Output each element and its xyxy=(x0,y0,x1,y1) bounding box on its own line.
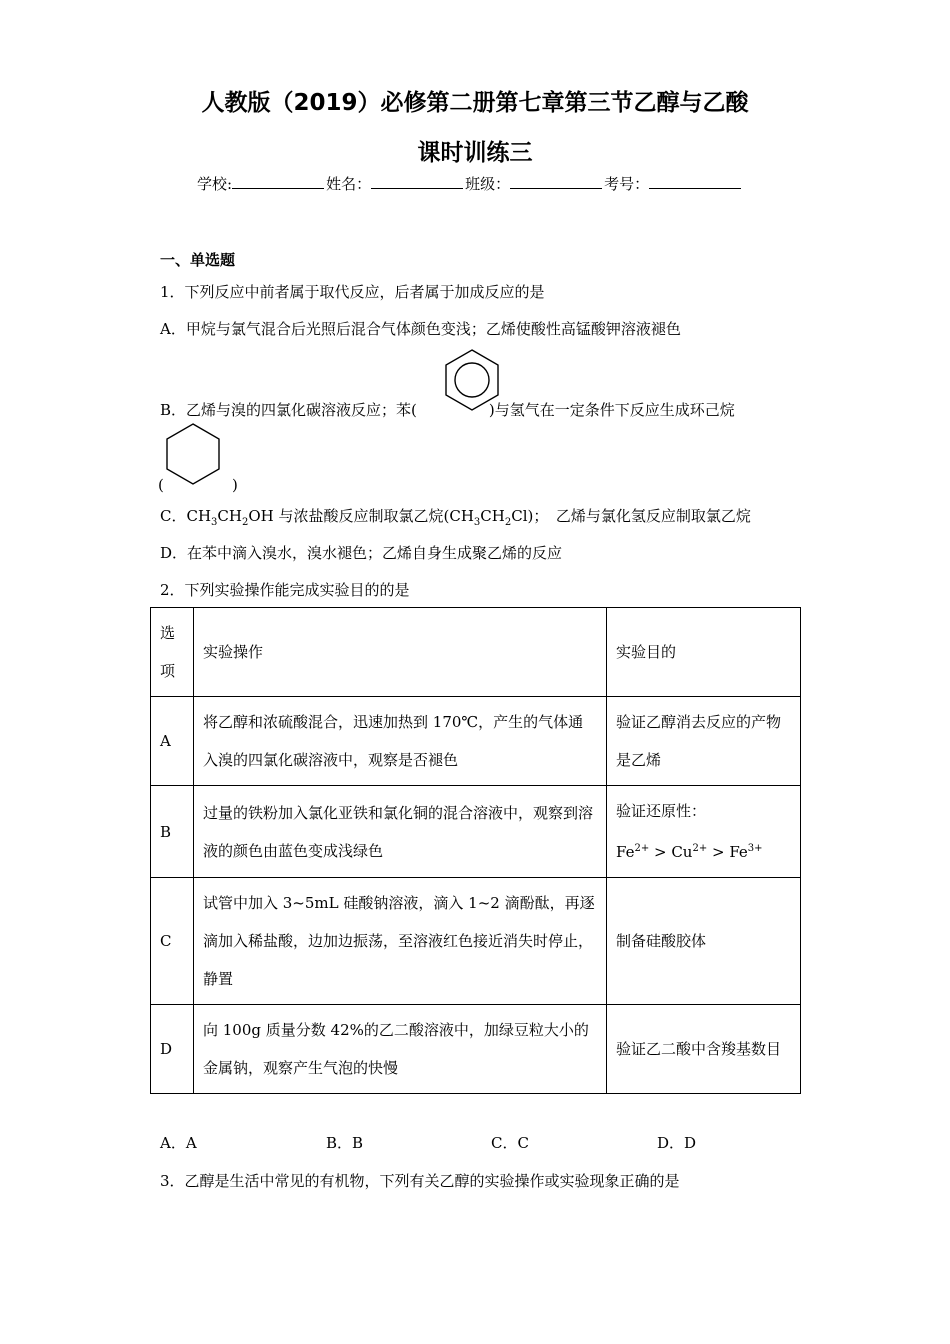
subscript: 3 xyxy=(473,517,481,528)
header-purpose: 实验目的 xyxy=(607,608,801,697)
q3-stem: 3．乙醇是生活中常见的有机物，下列有关乙醇的实验操作或实验现象正确的是 xyxy=(160,1172,680,1190)
header-option-line2: 项 xyxy=(160,662,176,680)
header-operation: 实验操作 xyxy=(194,608,607,697)
cyclohexane-structure-icon xyxy=(162,420,224,488)
ion: Fe xyxy=(616,843,635,861)
school-blank[interactable] xyxy=(232,174,324,189)
q1-stem: 1．下列反应中前者属于取代反应，后者属于加成反应的是 xyxy=(160,283,545,301)
school-label: 学校: xyxy=(197,175,233,193)
exam-no-label: 考号： xyxy=(604,175,650,193)
exam-no-blank[interactable] xyxy=(649,174,741,189)
class-blank[interactable] xyxy=(510,174,602,189)
cyclohexane-paren-open: ( xyxy=(158,476,164,494)
q1-c-text: OH 与浓盐酸反应制取氯乙烷(CH xyxy=(248,507,474,525)
q1-c-text: Cl)； 乙烯与氯化氢反应制取氯乙烷 xyxy=(511,507,751,525)
row-option: B xyxy=(151,786,194,878)
row-operation: 过量的铁粉加入氯化亚铁和氯化铜的混合溶液中，观察到溶液的颜色由蓝色变成浅绿色 xyxy=(194,786,607,878)
reducing-order xyxy=(616,843,763,861)
q1-option-c xyxy=(160,505,751,528)
page-subtitle: 课时训练三 xyxy=(417,140,533,166)
q1-c-text: CH xyxy=(480,507,505,525)
student-info xyxy=(197,173,743,194)
q2-choice-b[interactable]: B．B xyxy=(326,1134,364,1152)
gt: > xyxy=(649,843,672,861)
row-option: D xyxy=(151,1005,194,1094)
q1-c-text: C．CH xyxy=(160,507,212,525)
row-purpose: 验证乙二酸中含羧基数目 xyxy=(607,1005,801,1094)
q1-b-text-after: )与氢气在一定条件下反应生成环己烷 xyxy=(488,401,735,419)
table-row xyxy=(151,1005,801,1094)
q2-choice-d[interactable]: D．D xyxy=(657,1134,697,1152)
header-option xyxy=(151,608,194,697)
class-label: 班级： xyxy=(465,175,511,193)
table-row xyxy=(151,878,801,1005)
row-option: C xyxy=(151,878,194,1005)
q1-c-text: CH xyxy=(217,507,242,525)
ion: Fe xyxy=(729,843,748,861)
q1-option-d: D．在苯中滴入溴水，溴水褪色；乙烯自身生成聚乙烯的反应 xyxy=(160,544,563,562)
page-title: 人教版（2019）必修第二册第七章第三节乙醇与乙酸 xyxy=(201,90,749,116)
q2-choice-a[interactable]: A．A xyxy=(160,1134,197,1152)
row-operation: 向 100g 质量分数 42%的乙二酸溶液中，加绿豆粒大小的金属钠，观察产生气泡的快慢 xyxy=(194,1005,607,1094)
row-option: A xyxy=(151,697,194,786)
row-operation: 试管中加入 3~5mL 硅酸钠溶液，滴入 1~2 滴酚酞，再逐滴加入稀盐酸，边加边振荡，至溶液红色接近消失时停止，静置 xyxy=(194,878,607,1005)
row-purpose: 制备硅酸胶体 xyxy=(607,878,801,1005)
row-operation: 将乙醇和浓硫酸混合，迅速加热到 170℃，产生的气体通入溴的四氯化碳溶液中，观察是否褪色 xyxy=(194,697,607,786)
cyclohexane-paren-close: ) xyxy=(232,476,238,494)
name-label: 姓名： xyxy=(326,175,372,193)
benzene-structure-icon xyxy=(440,346,504,416)
subscript: 3 xyxy=(211,517,218,528)
header-option-line1: 选 xyxy=(160,624,176,642)
ion: Cu xyxy=(671,843,693,861)
row-purpose xyxy=(607,786,801,878)
section-heading: 一、单选题 xyxy=(160,251,236,269)
charge: 3+ xyxy=(747,843,763,854)
q2-stem: 2．下列实验操作能完成实验目的的是 xyxy=(160,581,410,599)
row-purpose: 验证乙醇消去反应的产物是乙烯 xyxy=(607,697,801,786)
subscript: 2 xyxy=(241,517,249,528)
table-header-row xyxy=(151,608,801,697)
q1-option-a: A．甲烷与氯气混合后光照后混合气体颜色变浅；乙烯使酸性高锰酸钾溶液褪色 xyxy=(160,320,681,338)
charge: 2+ xyxy=(634,843,650,854)
charge: 2+ xyxy=(692,843,708,854)
q2-choice-c[interactable]: C．C xyxy=(491,1134,529,1152)
q1-b-text-before: B．乙烯与溴的四氯化碳溶液反应；苯( xyxy=(160,401,417,419)
q2-table xyxy=(150,607,801,1094)
name-blank[interactable] xyxy=(371,174,463,189)
table-row xyxy=(151,697,801,786)
table-row xyxy=(151,786,801,878)
gt: > xyxy=(707,843,730,861)
subscript: 2 xyxy=(504,517,512,528)
purpose-line1: 验证还原性： xyxy=(616,802,707,820)
